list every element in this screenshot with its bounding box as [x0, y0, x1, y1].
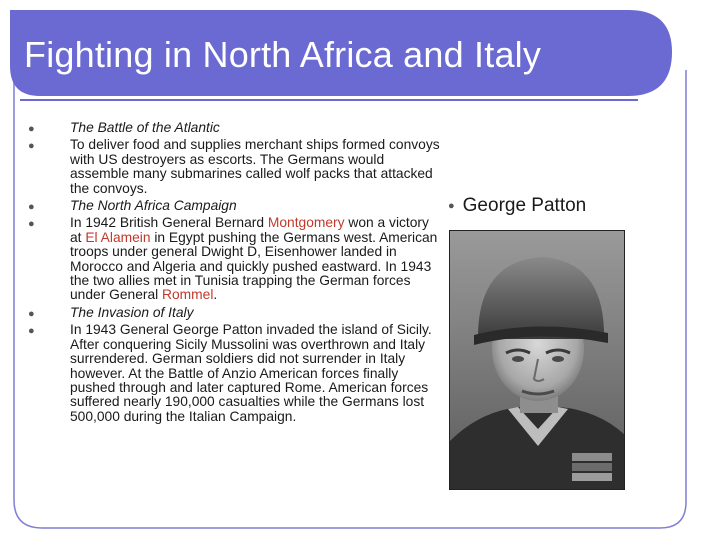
montgomery-link[interactable]: Montgomery [267, 215, 345, 231]
bullet-dot-icon: ● [28, 123, 35, 135]
bullet-text: In 1943 General George Patton invaded the island of Sicily. After conquering Sicily Mussolini was overthrown and Italy surrendered. German soldiers did not surrender in Italy however. At the Battle of Anzio American forces finally pushed through and later captured Rome. American forces suffered nearly 190,000 casualties while the Germans lost 500,000 during the Italian Campaign. [70, 322, 432, 424]
slide-title: Fighting in North Africa and Italy [24, 34, 542, 75]
rommel-link[interactable]: Rommel [162, 287, 214, 303]
bullet-text-part: . [213, 287, 218, 303]
portrait-photo-icon [449, 230, 625, 490]
bullet-list [28, 120, 442, 427]
el-alamein-link[interactable]: El Alamein [85, 229, 151, 245]
bullet-body-italy [28, 322, 442, 424]
bullet-text: The Invasion of Italy [70, 304, 194, 320]
bullet-dot-icon: ● [28, 201, 35, 214]
bullet-heading-italy [28, 304, 442, 320]
bullet-dot-icon: ● [28, 307, 35, 320]
bullet-body-north-africa [28, 215, 442, 303]
bullet-text: To deliver food and supplies merchant ships formed convoys with US destroyers as escorts. The Germans would assemble many submarines called wolf packs that attacked the convoys. [70, 137, 440, 196]
bullet-text-part: In 1942 British General Bernard [70, 215, 268, 231]
patton-caption [448, 195, 586, 217]
bullet-text-part: won a victory at [70, 215, 429, 245]
patton-caption-text: George Patton [462, 195, 587, 216]
bullet-heading-atlantic [28, 120, 442, 135]
bullet-dot-icon: ● [28, 325, 35, 338]
bullet-text: The North Africa Campaign [70, 198, 237, 214]
bullet-text: The Battle of the Atlantic [70, 120, 220, 135]
patton-portrait-image [450, 231, 625, 490]
bullet-body-atlantic [28, 137, 442, 196]
bullet-dot-icon: ● [28, 140, 35, 153]
bullet-dot-icon: ● [28, 218, 35, 231]
bullet-heading-north-africa [28, 198, 442, 214]
bullet-dot-icon: ● [448, 200, 455, 212]
bullet-text-part: in Egypt pushing the Germans west. American troops under general Dwight D, Eisenhower landed in Morocco and Algeria and quickly pushed eastward. In 1943 the two allies met in Tunisia trapping the German forces under General [70, 229, 438, 303]
